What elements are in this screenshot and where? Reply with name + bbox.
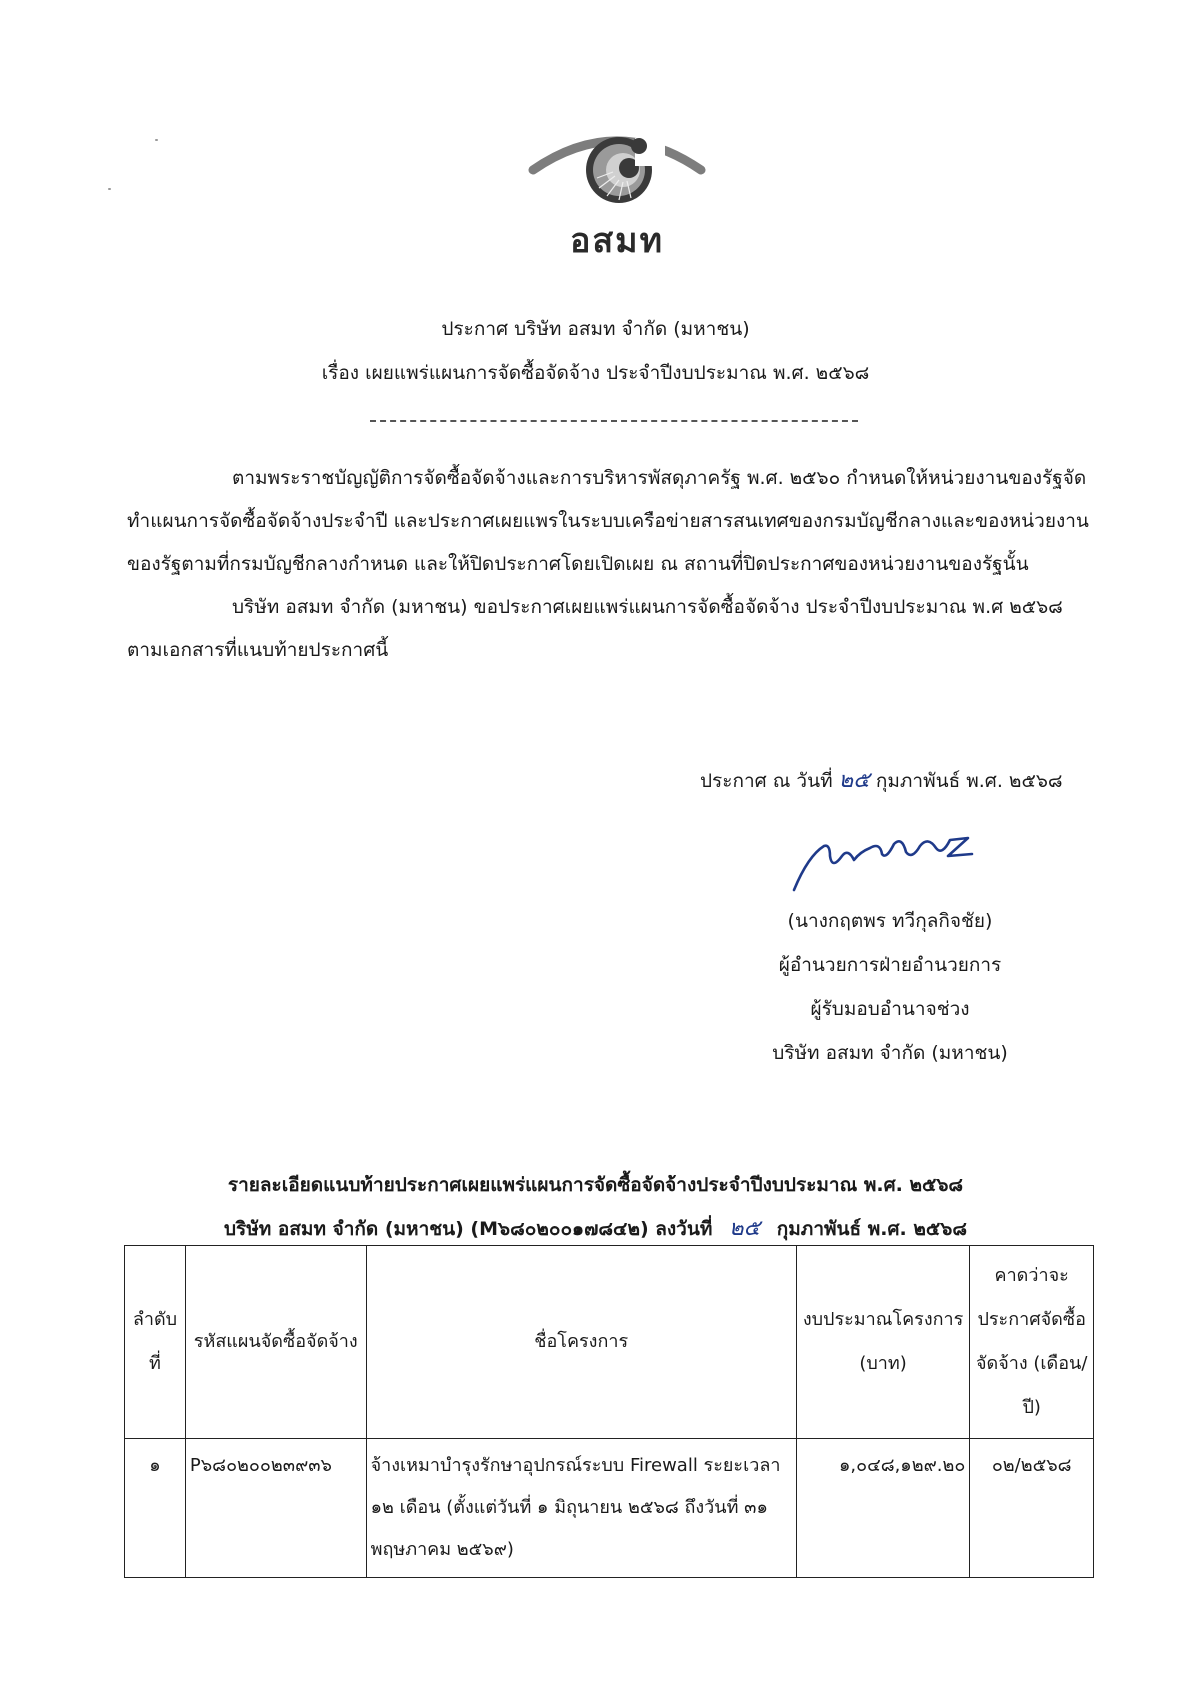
title-line-subject: เรื่อง เผยแพร่แผนการจัดซื้อจัดจ้าง ประจำปีงบประมาณ พ.ศ. ๒๕๖๘	[321, 362, 870, 384]
annex-day-handwritten: ๒๕	[729, 1216, 761, 1241]
cell-no: ๑	[125, 1439, 186, 1578]
table-header-row	[125, 1246, 1094, 1439]
signer-position: ผู้อำนวยการฝ่ายอำนวยการ	[778, 954, 1002, 976]
announcement-title	[0, 307, 1191, 395]
scan-speck	[155, 139, 158, 141]
company-logo	[527, 118, 707, 261]
table-row	[125, 1439, 1094, 1578]
body-paragraph-1: ตามพระราชบัญญัติการจัดซื้อจัดจ้างและการบริหารพัสดุภาครัฐ พ.ศ. ๒๕๖๐ กำหนดให้หน่วยงานของรัฐจัดทำแผนการจัดซื้อจัดจ้างประจำปี และประกาศเผยแพรในระบบเครือข่ายสารสนเทศของกรมบัญชีกลางและของหน่วยงานของรัฐตามที่กรมบัญชีกลางกำหนด และให้ปิดประกาศโดยเปิดเผย ณ สถานที่ปิดประกาศของหน่วยงานของรัฐนั้น	[127, 467, 1089, 575]
signer-authority: ผู้รับมอบอำนาจช่วง	[810, 998, 970, 1020]
signature	[790, 826, 980, 896]
date-day-handwritten: ๒๕	[838, 768, 870, 793]
logo-wordmark: อสมท	[570, 221, 664, 261]
cell-budget: ๑,๐๔๘,๑๒๙.๒๐	[796, 1439, 970, 1578]
annex-heading	[0, 1163, 1191, 1251]
annex-heading-line-1: รายละเอียดแนบท้ายประกาศเผยแพร่แผนการจัดซื้อจัดจ้างประจำปีงบประมาณ พ.ศ. ๒๕๖๘	[227, 1174, 964, 1196]
signer-name: (นางกฤตพร ทวีกุลกิจชัย)	[787, 910, 993, 932]
header-expected-month: คาดว่าจะประกาศจัดซื้อจัดจ้าง (เดือน/ปี)	[970, 1246, 1094, 1439]
handwritten-signature-icon	[790, 826, 980, 896]
announcement-body	[127, 457, 1099, 672]
date-prefix: ประกาศ ณ วันที่	[700, 770, 833, 792]
annex-heading-suffix: กุมภาพันธ์ พ.ศ. ๒๕๖๘	[776, 1218, 967, 1240]
scan-speck	[108, 188, 111, 190]
annex-heading-prefix: บริษัท อสมท จำกัด (มหาชน) (M๖๘๐๒๐๐๑๗๘๔๒) ลงวันที่	[223, 1218, 713, 1240]
header-no: ลำดับที่	[125, 1246, 186, 1439]
eye-c-emblem-icon	[527, 118, 707, 218]
procurement-plan-table	[124, 1245, 1094, 1578]
cell-expected-month: ๐๒/๒๕๖๘	[970, 1439, 1094, 1578]
header-project-name: ชื่อโครงการ	[366, 1246, 796, 1439]
header-code: รหัสแผนจัดซื้อจัดจ้าง	[185, 1246, 366, 1439]
cell-code: P๖๘๐๒๐๐๒๓๙๓๖	[185, 1439, 366, 1578]
signer-company: บริษัท อสมท จำกัด (มหาชน)	[772, 1042, 1008, 1064]
date-suffix: กุมภาพันธ์ พ.ศ. ๒๕๖๘	[875, 770, 1063, 792]
title-line-company: ประกาศ บริษัท อสมท จำกัด (มหาชน)	[441, 318, 750, 340]
header-budget: งบประมาณโครงการ (บาท)	[796, 1246, 970, 1439]
dashed-divider	[370, 420, 858, 422]
announcement-date	[700, 766, 1100, 796]
body-paragraph-2: บริษัท อสมท จำกัด (มหาชน) ขอประกาศเผยแพร่แผนการจัดซื้อจัดจ้าง ประจำปีงบประมาณ พ.ศ ๒๕๖๘ ตามเอกสารที่แนบท้ายประกาศนี้	[127, 596, 1063, 661]
signer-block	[700, 899, 1080, 1075]
cell-project-name: จ้างเหมาบำรุงรักษาอุปกรณ์ระบบ Firewall ระยะเวลา ๑๒ เดือน (ตั้งแต่วันที่ ๑ มิถุนายน ๒๕๖๘ ถึงวันที่ ๓๑ พฤษภาคม ๒๕๖๙)	[366, 1439, 796, 1578]
